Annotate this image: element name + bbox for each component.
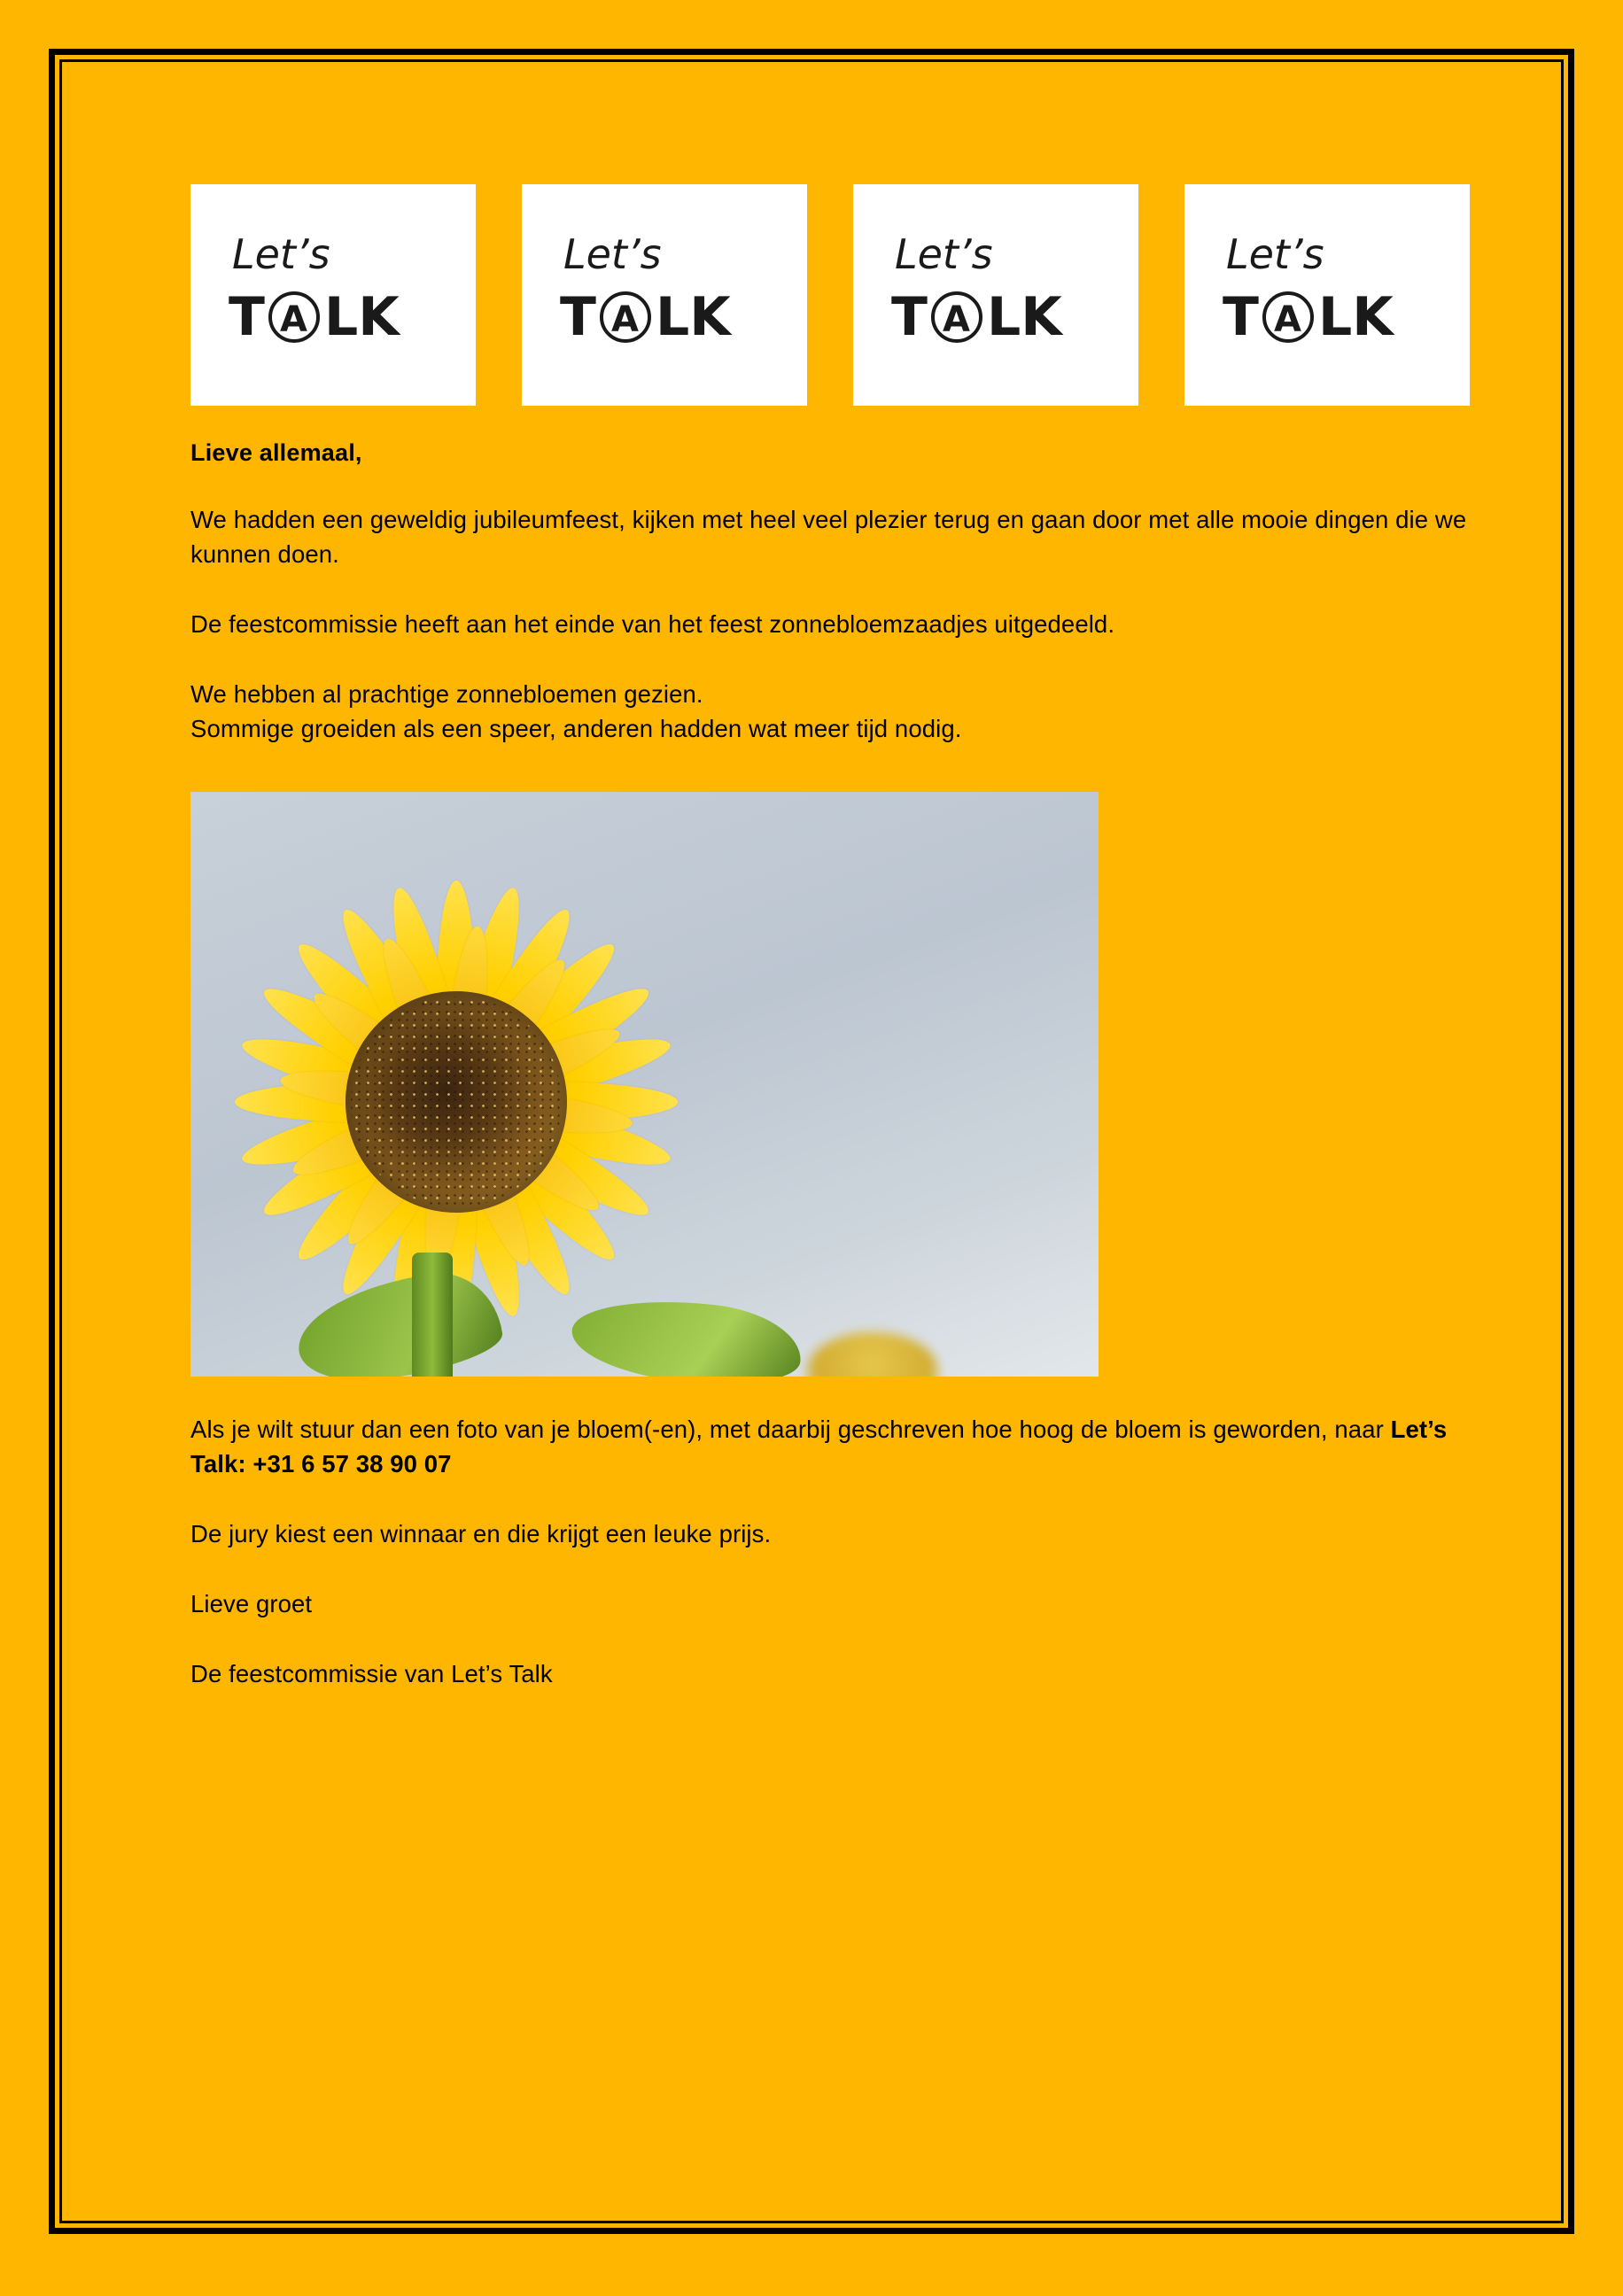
svg-text:LK: LK — [987, 286, 1062, 348]
lets-talk-logo-icon — [549, 220, 780, 370]
svg-text:A: A — [1274, 299, 1301, 340]
letter-paragraph-4 — [190, 1412, 1484, 1481]
lets-talk-logo-3 — [853, 184, 1138, 406]
sunflower-graphic — [190, 818, 793, 1377]
sunflower-center — [346, 991, 567, 1213]
svg-text:A: A — [611, 299, 639, 340]
lets-talk-logo-2 — [522, 184, 807, 406]
letter-paragraph-3-line-2: Sommige groeiden als een speer, anderen hadden wat meer tijd nodig. — [190, 715, 962, 743]
svg-text:Let’s: Let’s — [1226, 230, 1324, 278]
svg-text:LK: LK — [324, 286, 400, 348]
letter-paragraph-5: De jury kiest een winnaar en die krijgt een leuke prijs. — [190, 1520, 772, 1548]
letter-content — [190, 184, 1484, 1691]
svg-text:A: A — [280, 299, 307, 340]
svg-text:T: T — [891, 286, 928, 348]
svg-text:Let’s: Let’s — [563, 230, 662, 278]
letter-paragraph-4-prefix: Als je wilt stuur dan een foto van je bloem(-en), met daarbij geschreven hoe hoog de bloem is geworden, naar — [190, 1416, 1391, 1444]
svg-text:T: T — [229, 286, 265, 348]
letter-paragraph-3 — [190, 677, 1484, 746]
svg-text:T: T — [560, 286, 596, 348]
svg-text:LK: LK — [1318, 286, 1394, 348]
lets-talk-logo-4 — [1184, 184, 1470, 406]
svg-text:A: A — [943, 299, 970, 340]
letter-closing: Lieve groet — [190, 1590, 313, 1618]
letter-paragraph-1: We hadden een geweldig jubileumfeest, kijken met heel veel plezier terug en gaan door met alle mooie dingen die we kunnen doen. — [190, 506, 1467, 569]
letter-greeting: Lieve allemaal, — [190, 439, 362, 466]
logo-strip — [190, 184, 1484, 406]
contact-info: Let’s Talk: +31 6 57 38 90 07 — [190, 1416, 1448, 1478]
lets-talk-logo-icon — [1212, 220, 1442, 370]
lets-talk-logo-icon — [881, 220, 1111, 370]
letter-paragraph-2: De feestcommissie heeft aan het einde van het feest zonnebloemzaadjes uitgedeeld. — [190, 610, 1115, 639]
svg-text:Let’s: Let’s — [232, 230, 330, 278]
flower-stem — [412, 1253, 453, 1377]
letter-paragraph-3-line-1: We hebben al prachtige zonnebloemen gezien. — [190, 680, 703, 709]
lets-talk-logo-1 — [190, 184, 476, 406]
svg-text:Let’s: Let’s — [895, 230, 993, 278]
lets-talk-logo-icon — [218, 220, 448, 370]
svg-text:LK: LK — [656, 286, 731, 348]
sunflower-photo — [190, 792, 1099, 1377]
svg-text:T: T — [1223, 286, 1259, 348]
letter-signature: De feestcommissie van Let’s Talk — [190, 1660, 553, 1688]
